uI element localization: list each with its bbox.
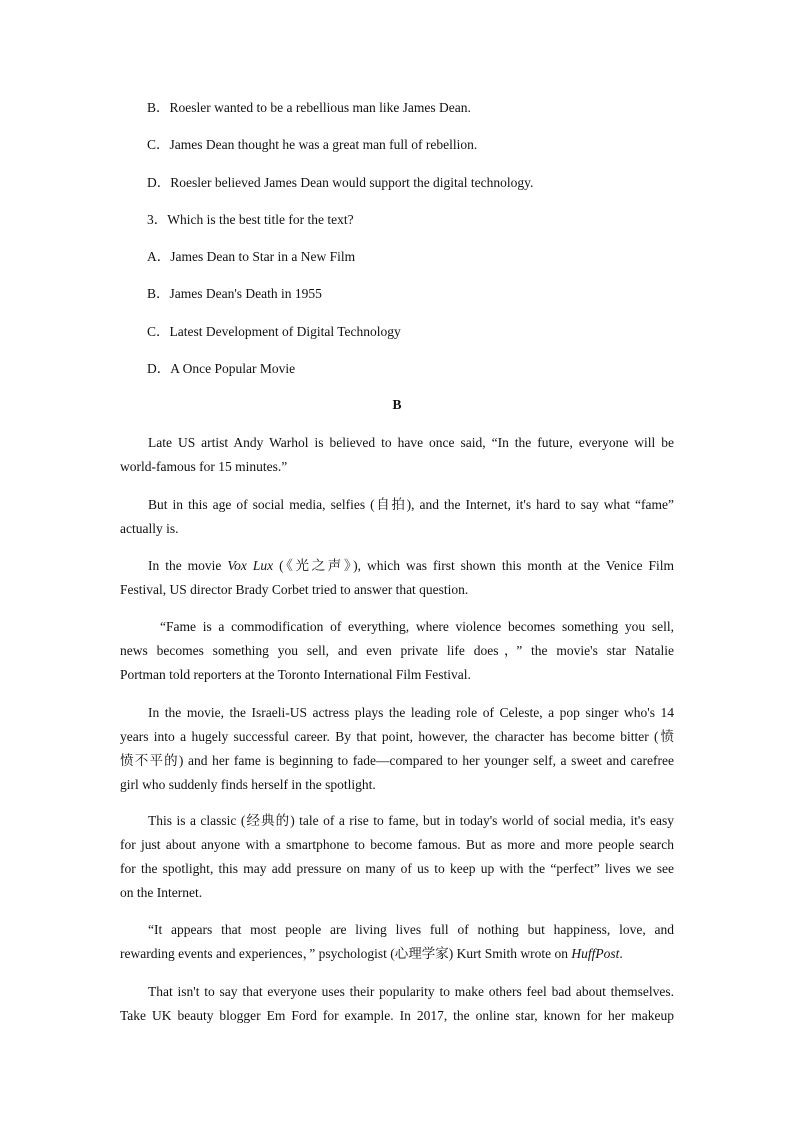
paragraph-line: Take UK beauty blogger Em Ford for example. In 2017, the online star, known for her makeup [120,1008,674,1023]
paragraph-8 [120,980,674,1028]
option-b-q3: B．James Dean's Death in 1955 [147,286,322,301]
paragraph-line: 愤不平的) and her fame is beginning to fade—compared to her younger self, a sweet and carefree [120,753,674,768]
movie-title: Vox Lux [227,558,274,573]
paragraph-line: actually is. [120,521,179,536]
paragraph-line: “Fame is a commodification of everything, where violence becomes something you sell, [160,619,674,634]
text-fragment: (《光之声》), which was first shown this month at the Venice Film [273,558,674,573]
paragraph-5 [120,701,674,797]
paragraph-line: girl who suddenly finds herself in the spotlight. [120,777,376,792]
paragraph-line: on the Internet. [120,885,203,900]
paragraph-2 [120,493,674,541]
paragraph-line: “It appears that most people are living lives full of nothing but happiness, love, and [148,922,674,937]
paragraph-4 [120,615,674,687]
paragraph-7 [120,918,674,966]
paragraph-line: for just about anyone with a smartphone to become famous. But as more and more people search [120,837,674,852]
paragraph-line [120,942,674,966]
section-heading: B [392,397,402,412]
paragraph-line: In the movie, the Israeli-US actress plays the leading role of Celeste, a pop singer who's 14 [148,705,674,720]
question-3-stem: 3．Which is the best title for the text? [147,212,354,227]
option-c-q2: C．James Dean thought he was a great man full of rebellion. [147,137,478,152]
paragraph-6 [120,809,674,905]
publication-title: HuffPost [571,946,620,961]
option-d-q2: D．Roesler believed James Dean would support the digital technology. [147,175,534,190]
paragraph-line: Late US artist Andy Warhol is believed to have once said, “In the future, everyone will be [148,435,674,450]
paragraph-line [120,554,674,578]
paragraph-line: Portman told reporters at the Toronto International Film Festival. [120,667,471,682]
paragraph-3 [120,554,674,602]
option-a-q3: A．James Dean to Star in a New Film [147,249,356,264]
paragraph-line: world-famous for 15 minutes.” [120,459,288,474]
paragraph-line: years into a hugely successful career. By that point, however, the character has become bitter (愤 [120,729,674,744]
paragraph-line: That isn't to say that everyone uses their popularity to make others feel bad about themselves. [148,984,674,999]
paragraph-line: But in this age of social media, selfies (自拍), and the Internet, it's hard to say what “fame” [148,497,674,512]
text-fragment: In the movie [148,558,228,573]
text-fragment: . [619,946,623,961]
option-d-q3: D．A Once Popular Movie [147,361,296,376]
paragraph-line: Festival, US director Brady Corbet tried to answer that question. [120,582,469,597]
text-fragment: rewarding events and experiences，” psychologist (心理学家) Kurt Smith wrote on [120,946,572,961]
option-c-q3: C．Latest Development of Digital Technology [147,324,401,339]
paragraph-line: for the spotlight, this may add pressure on many of us to keep up with the “perfect” lives we see [120,861,674,876]
option-b-q2: B．Roesler wanted to be a rebellious man like James Dean. [147,100,471,115]
paragraph-line: This is a classic (经典的) tale of a rise to fame, but in today's world of social media, it's easy [148,813,674,828]
paragraph-1 [120,431,674,479]
paragraph-line: news becomes something you sell, and even private life does，” the movie's star Natalie [120,643,674,658]
